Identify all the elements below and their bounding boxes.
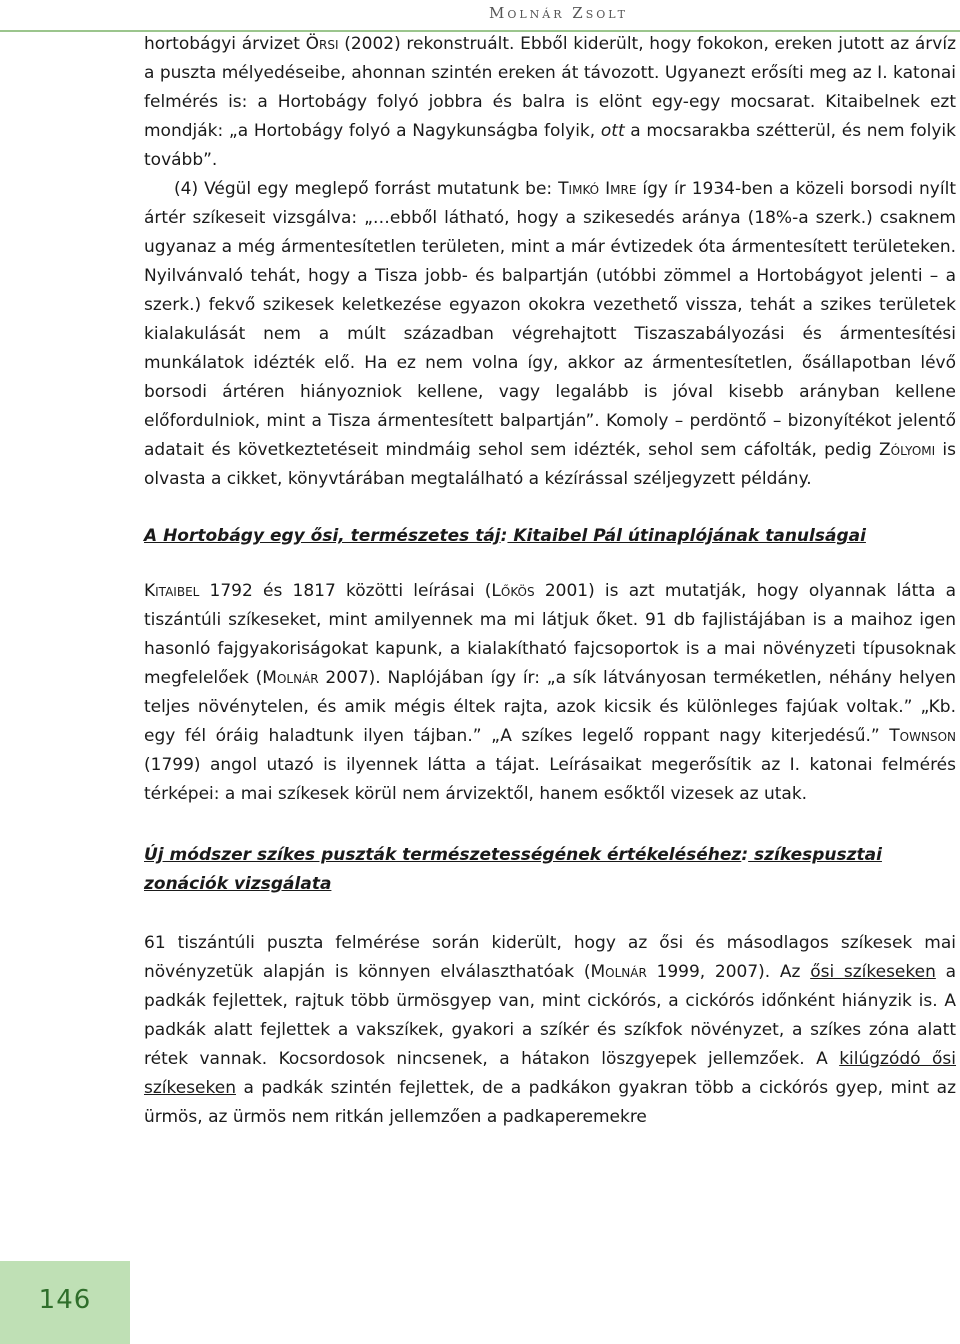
citation-author: Timkó Imre	[558, 179, 637, 199]
emphasis-word: ott	[600, 121, 625, 141]
section-heading-hortobagy	[144, 522, 956, 551]
citation-author: Kitaibel	[144, 581, 200, 601]
text-run: (2002) rekonstruált. Ebből kiderült, hogy fokokon, ereken jutott az árvíz a puszta mélyedéseibe, ahonnan szintén ereken át távozott. Ugyanezt erősíti meg az I. katonai felmérés is: a Hortobágy folyó jobbra és balra is elönt egy-egy mocsarat. Kitaibelnek ezt mondják: „a Hortobágy folyó a Nagykunságba folyik,	[144, 34, 956, 141]
text-run: (1799) angol utazó is ilyennek látta a tájat. Leírásaikat megerősítik az I. katonai felmérés térképei: a mai szíkesek körül nem árvizektől, hanem esőktől vizesek az utak.	[144, 755, 956, 804]
page-number-box	[0, 1261, 130, 1344]
citation-author: Örsi	[305, 34, 339, 54]
paragraph-flood-reconstruction	[144, 30, 956, 175]
heading-run: :	[500, 526, 508, 546]
text-run: 2007). Naplójában így ír: „a sík látványosan terméketlen, néhány helyen teljes növénytelen, és amik mégis éltek rajta, azok kicsik és különleges fajúak voltak.” „Kb. egy fél óráig haladtunk ilyen tájban.” „A szíkes legelő roppant nagy kiterjedésű.”	[144, 668, 957, 746]
underlined-term: kilúgzódó ősi szíkeseken	[144, 1049, 956, 1098]
text-run: a mocsarakba szétterül, és nem folyik tovább”.	[144, 121, 956, 170]
heading-run: Kitaibel Pál útinaplójának tanulságai	[507, 526, 866, 546]
running-head	[0, 0, 960, 32]
citation-author: Zólyomi	[878, 440, 936, 460]
underlined-term: ősi szíkeseken	[810, 962, 936, 982]
citation-author: Molnár	[590, 962, 647, 982]
citation-author: Molnár	[262, 668, 319, 688]
heading-run: szíkespusztai zonációk vizsgálata	[144, 845, 882, 894]
text-run: 2001) is azt mutatják, hogy olyannak látta a tiszántúli szíkeseket, mint amilyennek ma mi látjuk őket. 91 db fajlistájában is a maihoz igen hasonló fajgyakoriságokat kapunk, a kialakítható fajcsoportok is a mai növényzeti típusoknak megfelelőek (	[144, 581, 956, 688]
section-heading-new-method	[144, 841, 956, 899]
paragraph-kitaibel	[144, 577, 956, 809]
heading-run: A Hortobágy egy ősi, természetes táj	[144, 526, 501, 546]
text-run: 1999, 2007). Az	[646, 962, 811, 982]
text-run: 1792 és 1817 közötti leírásai (	[199, 581, 492, 601]
paragraph-timko-source	[144, 175, 956, 494]
paragraph-zonation-survey	[144, 929, 956, 1132]
text-run: így ír 1934-ben a közeli borsodi nyílt ártér szíkeseit vizsgálva: „…ebből látható, hogy a szikesedés aránya (18%-a szerk.) csaknem ugyanaz a még ármentesítetlen területen, mint a már évtizedek óta ármentesített területeken. Nyilvánvaló tehát, hogy a Tisza jobb- és balpartján (utóbbi zömmel a Hortobágyot jelenti – a szerk.) fekvő szikesek keletkezése egyazon okokra vezethető vissza, tehát a szikes területek kialakulását nem a múlt században végrehajtott Tiszaszabályozási és ármentesítési munkálatok idézték elő. Ha ez nem volna így, akkor az ármentesítetlen, ősállapotban lévő borsodi ártéren hiányozniok kellene, vagy legalább is jóval kisebb arányban kellene előfordulniok, mint a Tisza ármentesített balpartján”. Komoly – perdöntő – bizonyítékot jelentő adatait és következtetéseit mindmáig sehol sem idézték, sehol sem cáfolták, pedig	[144, 179, 956, 460]
heading-run: :	[741, 845, 749, 865]
citation-author: Lőkös	[491, 581, 535, 601]
text-run: is olvasta a cikket, könyvtárában megtalálható a kézírással széljegyzett példány.	[144, 440, 957, 489]
text-run: 61 tiszántúli puszta felmérése során kiderült, hogy az ősi és másodlagos szíkesek mai növényzetük alapján is könnyen elválaszthatóak (	[144, 933, 956, 982]
page-body	[144, 30, 956, 1132]
text-run: a padkák szintén fejlettek, de a padkákon gyakran több a cickórós gyep, mint az ürmös, az ürmös nem ritkán jellemzően a padkaperemekre	[144, 1078, 956, 1127]
citation-author: Townson	[889, 726, 956, 746]
text-run: a padkák fejlettek, rajtuk több ürmösgyep van, mint cickórós, a cickórós időnként hiányzik is. A padkák alatt fejlettek a vakszíkek, gyakori a szíkér és szíkfok növényzet, a szíkes zóna alatt rétek vannak. Kocsordosok nincsenek, a hátakon löszgyepek jellemzőek. A	[144, 962, 957, 1069]
page-number: 146	[38, 1285, 92, 1315]
heading-run: Új módszer szíkes puszták természetességének értékeléséhez	[144, 845, 742, 865]
running-head-author: Molnár Zsolt	[488, 4, 628, 22]
text-run: (4) Végül egy meglepő forrást mutatunk be:	[174, 179, 559, 199]
text-run: hortobágyi árvizet	[144, 34, 306, 54]
